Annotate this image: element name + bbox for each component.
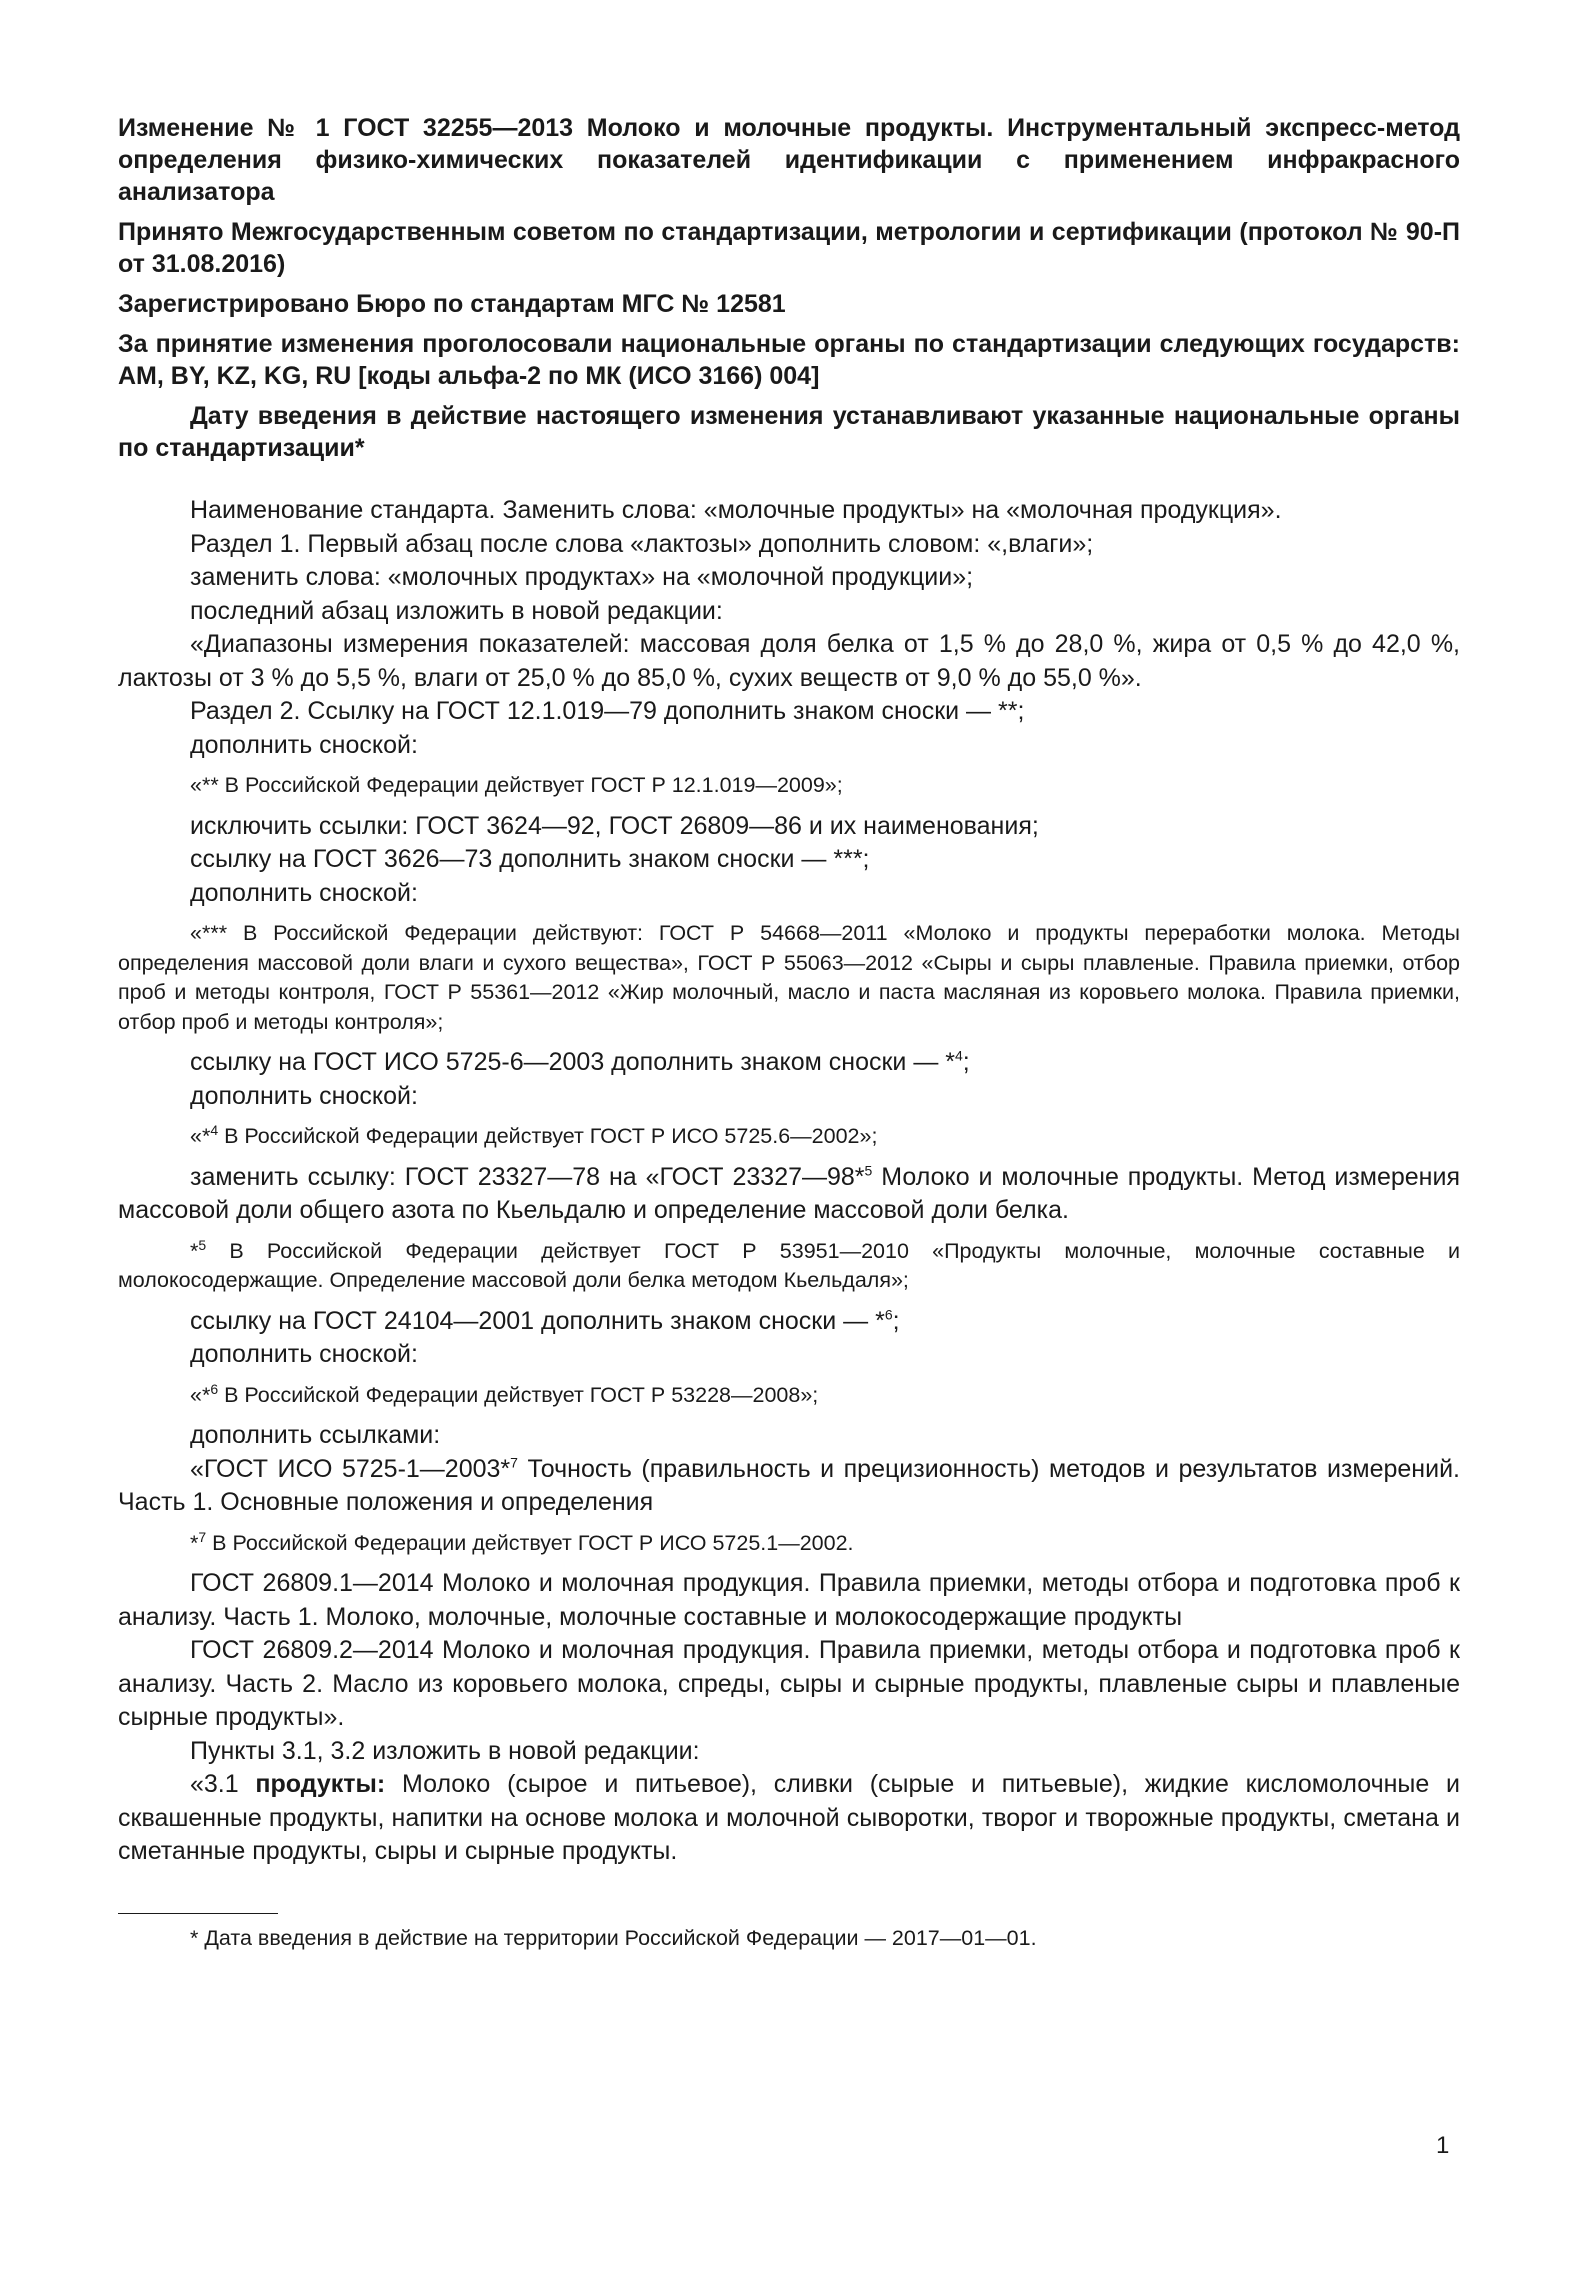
text-run: заменить ссылку: ГОСТ 23327—78 на «ГОСТ 23327—98* [190,1162,865,1191]
paragraph: ГОСТ 26809.2—2014 Молоко и молочная продукция. Правила приемки, методы отбора и подготовка проб к анализу. Часть 2. Масло из коровьего молока, спреды, сыры и сырные продукты, плавленые сыры и плавленые сырные продукты». [118,1636,1460,1731]
paragraph: ссылку на ГОСТ 3626—73 дополнить знаком сноски — ***; [190,845,870,873]
page-number: 1 [1436,2132,1450,2159]
spacer [118,472,1460,494]
superscript: 6 [884,1306,893,1323]
effective-date-note: Дату введения в действие настоящего изменения устанавливают указанные национальные органы по стандартизации* [118,402,1460,462]
superscript: 5 [864,1162,873,1179]
paragraph: «Диапазоны измерения показателей: массовая доля белка от 1,5 % до 28,0 %, жира от 0,5 % до 42,0 %, лактозы от 3 % до 5,5 %, влаги от 25,0 % до 85,0 %, сухих веществ от 9,0 % до 55,0 %». [118,630,1460,692]
paragraph [118,1305,1460,1339]
text-run: ссылку на ГОСТ 24104—2001 дополнить знаком сноски — * [190,1306,885,1335]
footnote-text: «** В Российской Федерации действует ГОСТ Р 12.1.019—2009»; [190,773,843,797]
text-run: Молоко и молочные продукты. Метод измерения массовой доли общего азота по Кьельдалю и определение массовой доли белка. [118,1162,1460,1224]
text-run: Молоко (сырое и питьевое), сливки (сырые и питьевые), жидкие кисломолочные и сквашенные продукты, напитки на основе молока и молочной сыворотки, творог и творожные продукты, сметана и сметанные продукты, сыры и сырные продукты. [118,1770,1460,1865]
amendment-title: Изменение № 1 ГОСТ 32255—2013 Молоко и молочные продукты. Инструментальный экспресс-метод определения физико-химических показателей идентификации с применением инфракрасного анализатора [118,114,1460,206]
superscript: 4 [210,1121,219,1138]
text-run: В Российской Федерации действует ГОСТ Р 53228—2008»; [218,1382,819,1407]
text-run: В Российской Федерации действует ГОСТ Р ИСО 5725.1—2002. [206,1530,854,1555]
paragraph: исключить ссылки: ГОСТ 3624—92, ГОСТ 26809—86 и их наименования; [190,811,1039,840]
paragraph: Наименование стандарта. Заменить слова: «молочные продукты» на «молочная продукция». [190,496,1282,524]
text-run: * [190,1530,199,1555]
footnote-divider [118,1913,278,1914]
text-run: ; [962,1048,970,1076]
text-run: В Российской Федерации действует ГОСТ Р 53951—2010 «Продукты молочные, молочные составные и молокосодержащие. Определение массовой доли белка методом Кьельдаля»; [118,1238,1460,1292]
footnote-text [118,1122,1460,1152]
adopted-by: Принято Межгосударственным советом по стандартизации, метрологии и сертификации (протокол № 90-П от 31.08.2016) [118,218,1460,278]
term-bold: продукты: [255,1770,386,1798]
text-run: «ГОСТ ИСО 5725-1—2003* [190,1454,511,1483]
paragraph: дополнить сноской: [190,1340,418,1368]
page-footnote: * Дата введения в действие на территории Российской Федерации — 2017—01—01. [190,1925,1037,1950]
voting-states: За принятие изменения проголосовали национальные органы по стандартизации следующих государств: AM, BY, KZ, KG, RU [коды альфа-2 по МК (ИСО 3166) 004] [118,330,1460,390]
paragraph: Раздел 2. Ссылку на ГОСТ 12.1.019—79 дополнить знаком сноски — **; [190,697,1025,725]
paragraph: дополнить ссылками: [190,1421,441,1449]
text-run: Точность (правильность и прецизионность) методов и результатов измерений. Часть 1. Основные положения и определения [118,1454,1460,1516]
footnote-text: «*** В Российской Федерации действуют: ГОСТ Р 54668—2011 «Молоко и продукты переработки молока. Методы определения массовой доли влаги и сухого вещества», ГОСТ Р 55063—2012 «Сыры и сыры плавленые. Правила приемки, отбор проб и методы контроля, ГОСТ Р 55361—2012 «Жир молочный, масло и паста масляная из коровьего молока. Правила приемки, отбор проб и методы контроля»; [118,921,1460,1034]
superscript: 7 [198,1528,207,1545]
paragraph [118,1161,1460,1228]
paragraph: ГОСТ 26809.1—2014 Молоко и молочная продукция. Правила приемки, методы отбора и подготовка проб к анализу. Часть 1. Молоко, молочные, молочные составные и молокосодержащие продукты [118,1569,1460,1631]
text-run: ; [892,1306,900,1335]
paragraph: заменить слова: «молочных продуктах» на «молочной продукции»; [190,563,974,591]
footnote-text [118,1237,1460,1296]
text-run: «* [190,1382,211,1407]
paragraph: последний абзац изложить в новой редакции: [190,596,723,625]
superscript: 4 [955,1047,963,1064]
superscript: 6 [210,1380,219,1397]
paragraph: Раздел 1. Первый абзац после слова «лактозы» дополнить словом: «,влаги»; [190,529,1094,558]
document-page [118,112,1460,1953]
paragraph: Пункты 3.1, 3.2 изложить в новой редакции: [190,1736,700,1765]
text-run: В Российской Федерации действует ГОСТ Р ИСО 5725.6—2002»; [218,1124,878,1148]
text-run: «3.1 [190,1770,256,1798]
text-run: «* [190,1124,211,1148]
paragraph: дополнить сноской: [190,1081,418,1110]
text-run: ссылку на ГОСТ ИСО 5725-6—2003 дополнить знаком сноски — * [190,1048,955,1076]
paragraph [118,1768,1460,1869]
paragraph [118,1453,1460,1520]
paragraph: дополнить сноской: [190,730,418,759]
superscript: 7 [510,1454,518,1471]
superscript: 5 [198,1236,207,1253]
registered-by: Зарегистрировано Бюро по стандартам МГС № 12581 [118,290,786,318]
footnote-text [118,1529,1460,1559]
paragraph: дополнить сноской: [190,878,418,907]
text-run: * [190,1238,199,1263]
paragraph [118,1046,1460,1080]
footnote-text [118,1381,1460,1411]
